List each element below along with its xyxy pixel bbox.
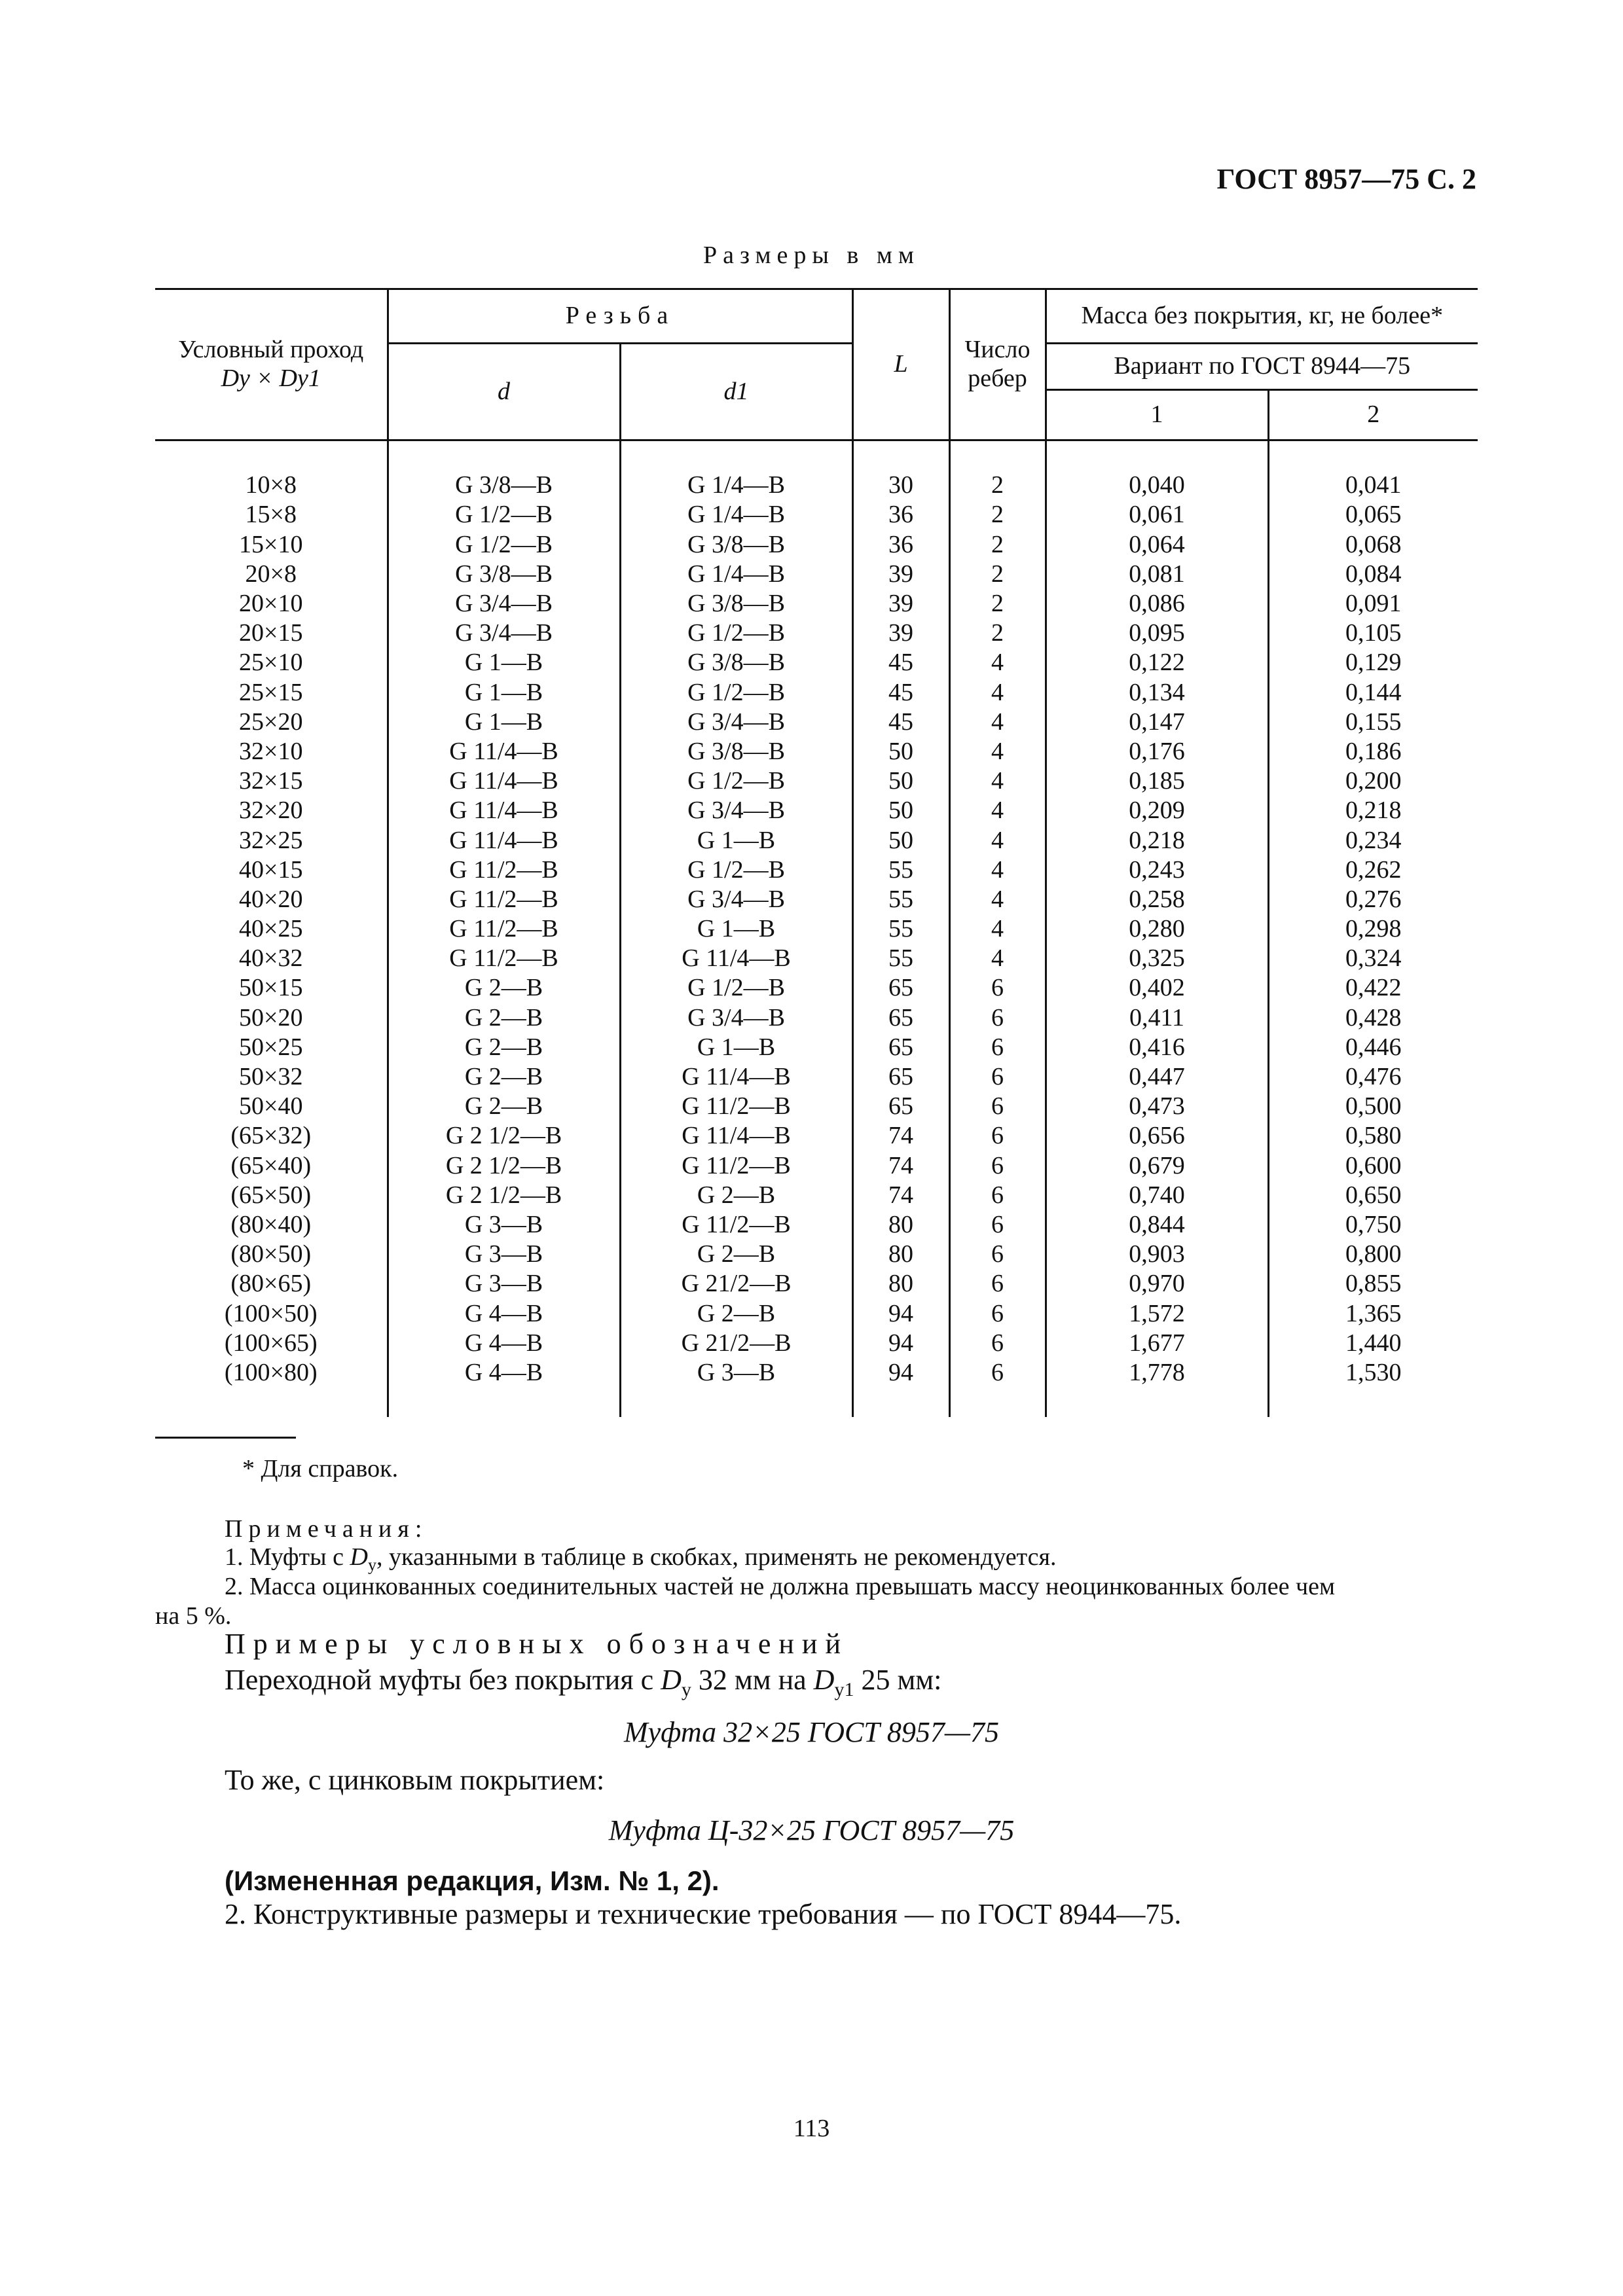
clause-2: 2. Конструктивные размеры и технические требования — по ГОСТ 8944—75. [225, 1898, 1182, 1930]
ribs-cell: 6 [949, 1121, 1046, 1151]
ribs-cell: 6 [949, 1062, 1046, 1092]
ribs-cell: 4 [949, 766, 1046, 796]
nominal-bore-cell: 15×8 [245, 501, 297, 529]
header-ribs: Число ребер [949, 289, 1046, 440]
length-cell: 45 [852, 678, 949, 708]
header-mass: Масса без покрытия, кг, не более* [1046, 289, 1478, 344]
table-row [155, 1151, 1478, 1181]
thread-d-cell: G 11/2—B [388, 855, 620, 885]
ribs-cell: 6 [949, 1358, 1046, 1388]
thread-d1-cell: G 3/4—B [620, 796, 852, 825]
mass-v1-cell: 0,447 [1046, 1062, 1268, 1092]
nominal-bore-cell: 50×32 [239, 1063, 303, 1091]
mass-v2-cell: 0,428 [1268, 1003, 1478, 1033]
examples-title: Примеры условных обозначений [225, 1628, 849, 1660]
thread-d-cell: G 2—B [388, 1092, 620, 1121]
thread-d-cell: G 11/2—B [388, 914, 620, 944]
length-cell: 45 [852, 708, 949, 737]
header-nominal-bore [155, 289, 388, 440]
table-row [155, 766, 1478, 796]
nominal-bore-cell: 10×8 [245, 471, 297, 499]
thread-d-cell: G 2 1/2—B [388, 1181, 620, 1210]
mass-v1-cell: 0,095 [1046, 619, 1268, 648]
mass-v2-cell: 0,600 [1268, 1151, 1478, 1181]
table-body [155, 440, 1478, 1418]
thread-d-cell: G 1/2—B [388, 530, 620, 560]
mass-v2-cell: 1,365 [1268, 1299, 1478, 1328]
length-cell: 94 [852, 1299, 949, 1328]
mass-v2-cell: 0,650 [1268, 1181, 1478, 1210]
thread-d1-cell: G 11/2—B [620, 1092, 852, 1121]
mass-v2-cell: 0,476 [1268, 1062, 1478, 1092]
length-cell: 55 [852, 914, 949, 944]
header-d: d [388, 344, 620, 440]
table-row [155, 619, 1478, 648]
length-cell: 74 [852, 1151, 949, 1181]
mass-v1-cell: 0,325 [1046, 944, 1268, 973]
thread-d-cell: G 3/8—B [388, 560, 620, 589]
mass-v1-cell: 0,134 [1046, 678, 1268, 708]
thread-d1-cell: G 11/4—B [620, 944, 852, 973]
ribs-cell: 6 [949, 1210, 1046, 1240]
thread-d-cell: G 11/4—B [388, 766, 620, 796]
thread-d1-cell: G 3/8—B [620, 589, 852, 619]
nominal-bore-cell: 20×10 [239, 590, 303, 618]
ribs-cell: 2 [949, 530, 1046, 560]
nominal-bore-cell: 32×20 [239, 797, 303, 825]
mass-v1-cell: 0,416 [1046, 1033, 1268, 1062]
table-row [155, 500, 1478, 529]
header-d1: d1 [620, 344, 852, 440]
nominal-bore-formula: Dу × Dу1 [221, 365, 321, 392]
nominal-bore-cell: (100×65) [224, 1329, 318, 1357]
nominal-bore-cell: 32×15 [239, 767, 303, 795]
example-1-designation: Муфта 32×25 ГОСТ 8957—75 [623, 1716, 999, 1748]
table-row [155, 737, 1478, 766]
nominal-bore-cell: 40×20 [239, 885, 303, 913]
mass-v1-cell: 0,122 [1046, 648, 1268, 677]
thread-d1-cell: G 3/4—B [620, 885, 852, 914]
ribs-cell: 6 [949, 1092, 1046, 1121]
note-2-continued: на 5 %. [155, 1602, 232, 1630]
mass-v2-cell: 0,105 [1268, 619, 1478, 648]
ribs-cell: 4 [949, 855, 1046, 885]
nominal-bore-cell: (65×40) [230, 1151, 312, 1179]
ribs-cell: 4 [949, 678, 1046, 708]
table-row [155, 1062, 1478, 1092]
thread-d-cell: G 3—B [388, 1240, 620, 1269]
mass-v1-cell: 0,061 [1046, 500, 1268, 529]
thread-d1-cell: G 11/2—B [620, 1210, 852, 1240]
mass-v2-cell: 0,144 [1268, 678, 1478, 708]
ribs-cell: 6 [949, 1299, 1046, 1328]
length-cell: 36 [852, 530, 949, 560]
mass-v1-cell: 0,970 [1046, 1269, 1268, 1299]
table-row [155, 914, 1478, 944]
length-cell: 50 [852, 766, 949, 796]
table-row [155, 855, 1478, 885]
table-row [155, 589, 1478, 619]
nominal-bore-cell: 25×10 [239, 649, 303, 677]
mass-v2-cell: 0,065 [1268, 500, 1478, 529]
length-cell: 80 [852, 1210, 949, 1240]
length-cell: 65 [852, 973, 949, 1003]
mass-v1-cell: 0,064 [1046, 530, 1268, 560]
length-cell: 65 [852, 1092, 949, 1121]
thread-d-cell: G 11/4—B [388, 796, 620, 825]
nominal-bore-cell: 20×8 [245, 560, 297, 588]
thread-d1-cell: G 2—B [620, 1181, 852, 1210]
thread-d1-cell: G 1—B [620, 1033, 852, 1062]
header-variant-2: 2 [1268, 390, 1478, 440]
nominal-bore-cell: 20×15 [239, 619, 303, 647]
length-cell: 39 [852, 589, 949, 619]
mass-v2-cell: 0,276 [1268, 885, 1478, 914]
length-cell: 39 [852, 560, 949, 589]
nominal-bore-cell: 25×15 [239, 678, 303, 706]
mass-v2-cell: 0,580 [1268, 1121, 1478, 1151]
thread-d1-cell: G 11/4—B [620, 1062, 852, 1092]
thread-d-cell: G 3—B [388, 1269, 620, 1299]
thread-d1-cell: G 21/2—B [620, 1329, 852, 1358]
table-row [155, 530, 1478, 560]
nominal-bore-cell: 50×40 [239, 1092, 303, 1121]
mass-v2-cell: 0,262 [1268, 855, 1478, 885]
mass-v2-cell: 1,530 [1268, 1358, 1478, 1388]
table-row [155, 796, 1478, 825]
table-row [155, 1240, 1478, 1269]
thread-d1-cell: G 1—B [620, 914, 852, 944]
thread-d1-cell: G 3/4—B [620, 1003, 852, 1033]
mass-v2-cell: 0,500 [1268, 1092, 1478, 1121]
mass-v1-cell: 0,656 [1046, 1121, 1268, 1151]
note-2: 2. Масса оцинкованных соединительных частей не должна превышать массу неоцинкованных более чем [225, 1573, 1335, 1600]
footnote-rule [155, 1437, 296, 1439]
length-cell: 65 [852, 1062, 949, 1092]
nominal-bore-cell: 50×25 [239, 1033, 303, 1061]
thread-d1-cell: G 1/2—B [620, 678, 852, 708]
thread-d1-cell: G 1/4—B [620, 500, 852, 529]
nominal-bore-cell: 50×15 [239, 974, 303, 1002]
thread-d1-cell: G 3/8—B [620, 530, 852, 560]
mass-v1-cell: 0,258 [1046, 885, 1268, 914]
ribs-cell: 2 [949, 619, 1046, 648]
nominal-bore-cell: 32×10 [239, 737, 303, 765]
length-cell: 94 [852, 1329, 949, 1358]
thread-d-cell: G 1/2—B [388, 500, 620, 529]
thread-d-cell: G 4—B [388, 1329, 620, 1358]
mass-v2-cell: 0,186 [1268, 737, 1478, 766]
mass-v1-cell: 0,040 [1046, 471, 1268, 500]
ribs-cell: 2 [949, 589, 1046, 619]
length-cell: 74 [852, 1121, 949, 1151]
header-variant-1: 1 [1046, 390, 1268, 440]
nominal-bore-cell: (80×65) [230, 1270, 312, 1298]
ribs-cell: 4 [949, 796, 1046, 825]
thread-d1-cell: G 11/4—B [620, 1121, 852, 1151]
example-2-text: То же, с цинковым покрытием: [225, 1764, 605, 1796]
mass-v2-cell: 0,446 [1268, 1033, 1478, 1062]
mass-v2-cell: 0,750 [1268, 1210, 1478, 1240]
thread-d1-cell: G 1/4—B [620, 560, 852, 589]
thread-d1-cell: G 1/4—B [620, 471, 852, 500]
thread-d1-cell: G 11/2—B [620, 1151, 852, 1181]
table-row [155, 1033, 1478, 1062]
mass-v1-cell: 0,147 [1046, 708, 1268, 737]
ribs-cell: 4 [949, 914, 1046, 944]
mass-v2-cell: 1,440 [1268, 1329, 1478, 1358]
ribs-cell: 2 [949, 471, 1046, 500]
table-row [155, 1121, 1478, 1151]
thread-d1-cell: G 1/2—B [620, 855, 852, 885]
example-1-text: Переходной муфты без покрытия с $D_у$ 32 мм на $D_{у1}$ 25 мм: [225, 1664, 942, 1700]
footnote: * Для справок. [242, 1455, 399, 1482]
mass-v2-cell: 0,298 [1268, 914, 1478, 944]
table-row [155, 1358, 1478, 1388]
length-cell: 55 [852, 885, 949, 914]
thread-d1-cell: G 2—B [620, 1299, 852, 1328]
ribs-cell: 4 [949, 825, 1046, 855]
mass-v2-cell: 0,091 [1268, 589, 1478, 619]
page-number: 113 [793, 2115, 830, 2142]
thread-d-cell: G 11/2—B [388, 885, 620, 914]
ribs-cell: 6 [949, 973, 1046, 1003]
table-row [155, 1269, 1478, 1299]
mass-v2-cell: 0,234 [1268, 825, 1478, 855]
thread-d-cell: G 2—B [388, 1003, 620, 1033]
thread-d-cell: G 11/4—B [388, 737, 620, 766]
mass-v2-cell: 0,800 [1268, 1240, 1478, 1269]
thread-d-cell: G 3/4—B [388, 619, 620, 648]
length-cell: 50 [852, 737, 949, 766]
length-cell: 39 [852, 619, 949, 648]
thread-d-cell: G 4—B [388, 1299, 620, 1328]
ribs-cell: 2 [949, 500, 1046, 529]
length-cell: 55 [852, 944, 949, 973]
thread-d-cell: G 3/4—B [388, 589, 620, 619]
header-thread: Резьба [388, 289, 852, 344]
length-cell: 45 [852, 648, 949, 677]
table-row [155, 944, 1478, 973]
thread-d1-cell: G 3/8—B [620, 737, 852, 766]
length-cell: 74 [852, 1181, 949, 1210]
ribs-cell: 6 [949, 1329, 1046, 1358]
length-cell: 36 [852, 500, 949, 529]
revision-note: (Измененная редакция, Изм. № 1, 2). [225, 1865, 720, 1896]
mass-v1-cell: 0,679 [1046, 1151, 1268, 1181]
table-row [155, 1181, 1478, 1210]
length-cell: 50 [852, 796, 949, 825]
mass-v1-cell: 1,778 [1046, 1358, 1268, 1388]
mass-v1-cell: 1,572 [1046, 1299, 1268, 1328]
mass-v1-cell: 0,176 [1046, 737, 1268, 766]
nominal-bore-cell: (65×50) [230, 1181, 312, 1209]
thread-d-cell: G 2 1/2—B [388, 1121, 620, 1151]
ribs-cell: 6 [949, 1269, 1046, 1299]
mass-v2-cell: 0,218 [1268, 796, 1478, 825]
thread-d-cell: G 2 1/2—B [388, 1151, 620, 1181]
ribs-cell: 2 [949, 560, 1046, 589]
mass-v2-cell: 0,200 [1268, 766, 1478, 796]
nominal-bore-cell: (80×50) [230, 1240, 312, 1268]
table-row [155, 885, 1478, 914]
length-cell: 65 [852, 1003, 949, 1033]
page-header: ГОСТ 8957—75 С. 2 [1216, 163, 1476, 195]
nominal-bore-cell: 50×20 [239, 1003, 303, 1031]
mass-v1-cell: 0,218 [1046, 825, 1268, 855]
example-2-designation: Муфта Ц-32×25 ГОСТ 8957—75 [608, 1814, 1015, 1846]
mass-v1-cell: 0,411 [1046, 1003, 1268, 1033]
nominal-bore-cell: 32×25 [239, 826, 303, 854]
nominal-bore-label: Условный проход [178, 336, 364, 364]
table-row [155, 1210, 1478, 1240]
table-row [155, 648, 1478, 677]
thread-d1-cell: G 21/2—B [620, 1269, 852, 1299]
nominal-bore-cell: (80×40) [230, 1210, 312, 1238]
mass-v2-cell: 0,855 [1268, 1269, 1478, 1299]
table-caption: Размеры в мм [703, 242, 920, 269]
length-cell: 80 [852, 1240, 949, 1269]
mass-v2-cell: 0,068 [1268, 530, 1478, 560]
thread-d1-cell: G 1/2—B [620, 619, 852, 648]
nominal-bore-cell: 40×25 [239, 915, 303, 943]
thread-d-cell: G 3/8—B [388, 471, 620, 500]
mass-v1-cell: 0,081 [1046, 560, 1268, 589]
mass-v1-cell: 0,280 [1046, 914, 1268, 944]
table-row [155, 825, 1478, 855]
nominal-bore-cell: 40×15 [239, 855, 303, 884]
header-variant: Вариант по ГОСТ 8944—75 [1046, 344, 1478, 390]
nominal-bore-cell: (100×50) [224, 1299, 318, 1327]
mass-v1-cell: 0,903 [1046, 1240, 1268, 1269]
thread-d-cell: G 3—B [388, 1210, 620, 1240]
thread-d1-cell: G 3/4—B [620, 708, 852, 737]
ribs-cell: 4 [949, 648, 1046, 677]
mass-v1-cell: 0,402 [1046, 973, 1268, 1003]
table-row [155, 973, 1478, 1003]
thread-d1-cell: G 1/2—B [620, 766, 852, 796]
mass-v1-cell: 0,844 [1046, 1210, 1268, 1240]
thread-d-cell: G 2—B [388, 1062, 620, 1092]
mass-v2-cell: 0,129 [1268, 648, 1478, 677]
ribs-cell: 6 [949, 1033, 1046, 1062]
ribs-cell: 4 [949, 944, 1046, 973]
ribs-cell: 4 [949, 737, 1046, 766]
length-cell: 50 [852, 825, 949, 855]
thread-d-cell: G 1—B [388, 648, 620, 677]
thread-d-cell: G 11/4—B [388, 825, 620, 855]
length-cell: 55 [852, 855, 949, 885]
dimensions-table [155, 288, 1478, 1417]
mass-v1-cell: 1,677 [1046, 1329, 1268, 1358]
ribs-cell: 6 [949, 1181, 1046, 1210]
mass-v1-cell: 0,473 [1046, 1092, 1268, 1121]
table-row [155, 1092, 1478, 1121]
thread-d-cell: G 2—B [388, 973, 620, 1003]
length-cell: 30 [852, 471, 949, 500]
mass-v2-cell: 0,084 [1268, 560, 1478, 589]
nominal-bore-cell: 15×10 [239, 530, 303, 558]
length-cell: 94 [852, 1358, 949, 1388]
mass-v1-cell: 0,243 [1046, 855, 1268, 885]
mass-v2-cell: 0,041 [1268, 471, 1478, 500]
table-row [155, 1003, 1478, 1033]
ribs-cell: 6 [949, 1240, 1046, 1269]
table-row [155, 678, 1478, 708]
ribs-cell: 6 [949, 1003, 1046, 1033]
mass-v1-cell: 0,740 [1046, 1181, 1268, 1210]
thread-d1-cell: G 1/2—B [620, 973, 852, 1003]
length-cell: 65 [852, 1033, 949, 1062]
ribs-cell: 6 [949, 1151, 1046, 1181]
nominal-bore-cell: 25×20 [239, 708, 303, 736]
thread-d1-cell: G 3/8—B [620, 648, 852, 677]
length-cell: 80 [852, 1269, 949, 1299]
thread-d1-cell: G 3—B [620, 1358, 852, 1388]
note-1: 1. Муфты с $D_у$, указанными в таблице в скобках, применять не рекомендуется. [225, 1543, 1057, 1575]
nominal-bore-cell: 40×32 [239, 944, 303, 973]
mass-v1-cell: 0,185 [1046, 766, 1268, 796]
table-row [155, 1329, 1478, 1358]
header-length: L [852, 289, 949, 440]
notes-title: Примечания: [225, 1515, 428, 1543]
table-row [155, 560, 1478, 589]
thread-d-cell: G 2—B [388, 1033, 620, 1062]
mass-v2-cell: 0,422 [1268, 973, 1478, 1003]
thread-d1-cell: G 1—B [620, 825, 852, 855]
table-row [155, 1299, 1478, 1328]
table-row [155, 471, 1478, 500]
thread-d-cell: G 1—B [388, 708, 620, 737]
nominal-bore-cell: (100×80) [224, 1358, 318, 1386]
table-row [155, 708, 1478, 737]
mass-v2-cell: 0,155 [1268, 708, 1478, 737]
thread-d-cell: G 4—B [388, 1358, 620, 1388]
mass-v1-cell: 0,086 [1046, 589, 1268, 619]
ribs-cell: 4 [949, 885, 1046, 914]
mass-v1-cell: 0,209 [1046, 796, 1268, 825]
thread-d-cell: G 11/2—B [388, 944, 620, 973]
thread-d1-cell: G 2—B [620, 1240, 852, 1269]
nominal-bore-cell: (65×32) [230, 1122, 312, 1150]
mass-v2-cell: 0,324 [1268, 944, 1478, 973]
ribs-cell: 4 [949, 708, 1046, 737]
thread-d-cell: G 1—B [388, 678, 620, 708]
